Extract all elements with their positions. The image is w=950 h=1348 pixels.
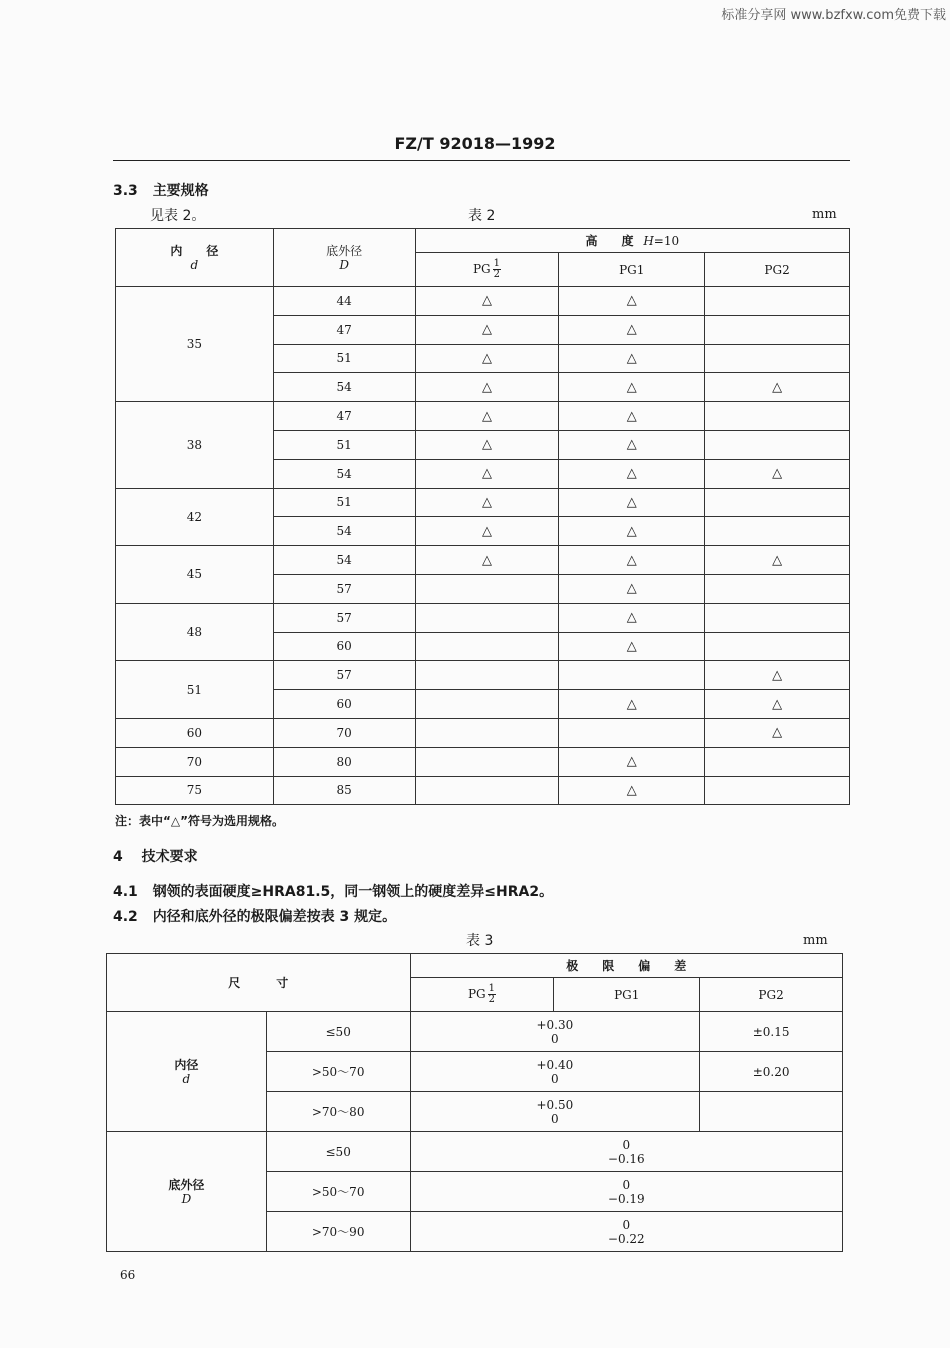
section-4-2: 4.2 内径和底外径的极限偏差按表 3 规定。 bbox=[113, 909, 397, 925]
outer-diameter-cell: 57 bbox=[273, 603, 415, 632]
spec-mark-cell bbox=[705, 402, 850, 431]
pg2-deviation-cell: ±0.15 bbox=[700, 1012, 843, 1052]
spec-mark-cell bbox=[705, 344, 850, 373]
header-pg2: PG2 bbox=[705, 253, 850, 287]
spec-mark-cell bbox=[705, 776, 850, 805]
inner-diameter-cell: 60 bbox=[116, 718, 274, 747]
table-row bbox=[116, 718, 850, 747]
deviation-cell: 0 −0.22 bbox=[410, 1212, 842, 1252]
spec-mark-cell: △ bbox=[559, 574, 705, 603]
pg2-deviation-cell: ±0.20 bbox=[700, 1052, 843, 1092]
header-pg-half: PG $\frac{1}{2}$ bbox=[415, 253, 559, 287]
header-rule bbox=[113, 160, 850, 161]
range-cell: ≤50 bbox=[266, 1012, 410, 1052]
spec-mark-cell bbox=[415, 718, 559, 747]
spec-mark-cell: △ bbox=[559, 315, 705, 344]
inner-diameter-cell: 38 bbox=[116, 402, 274, 488]
table-row bbox=[116, 488, 850, 517]
outer-diameter-cell: 51 bbox=[273, 488, 415, 517]
outer-diameter-cell: 54 bbox=[273, 517, 415, 546]
section-3-3-heading bbox=[113, 180, 209, 200]
section-4-1: 4.1 钢领的表面硬度≥HRA81.5，同一钢领上的硬度差异≤HRA2。 bbox=[113, 884, 554, 900]
spec-mark-cell: △ bbox=[415, 373, 559, 402]
spec-mark-cell bbox=[705, 574, 850, 603]
outer-diameter-cell: 57 bbox=[273, 661, 415, 690]
spec-mark-cell: △ bbox=[705, 546, 850, 575]
spec-mark-cell bbox=[705, 603, 850, 632]
spec-mark-cell: △ bbox=[559, 430, 705, 459]
spec-mark-cell bbox=[415, 661, 559, 690]
spec-mark-cell: △ bbox=[415, 546, 559, 575]
deviation-cell: +0.30 0 bbox=[410, 1012, 700, 1052]
outer-diameter-cell: 51 bbox=[273, 430, 415, 459]
table3-caption: 表 3 bbox=[466, 933, 494, 949]
spec-mark-cell: △ bbox=[415, 430, 559, 459]
spec-mark-cell: △ bbox=[559, 632, 705, 661]
table2-unit: mm bbox=[812, 207, 837, 222]
inner-diameter-cell: 51 bbox=[116, 661, 274, 719]
spec-mark-cell: △ bbox=[559, 517, 705, 546]
spec-mark-cell: △ bbox=[559, 488, 705, 517]
spec-mark-cell bbox=[415, 603, 559, 632]
table-row bbox=[116, 747, 850, 776]
table-row bbox=[116, 287, 850, 316]
table-2 bbox=[115, 228, 850, 805]
document-code: FZ/T 92018—1992 bbox=[394, 134, 556, 153]
inner-diameter-label: 内径 d bbox=[107, 1012, 267, 1132]
watermark: 标准分享网 www.bzfxw.com免费下载 bbox=[721, 8, 946, 23]
table-row bbox=[116, 546, 850, 575]
range-cell: >50～70 bbox=[266, 1052, 410, 1092]
outer-diameter-cell: 54 bbox=[273, 373, 415, 402]
spec-mark-cell bbox=[705, 315, 850, 344]
inner-diameter-cell: 75 bbox=[116, 776, 274, 805]
header-height: 高 度 H=10 bbox=[415, 229, 849, 253]
spec-mark-cell bbox=[705, 287, 850, 316]
page-number: 66 bbox=[120, 1268, 136, 1282]
outer-diameter-cell: 60 bbox=[273, 632, 415, 661]
outer-diameter-cell: 60 bbox=[273, 690, 415, 719]
spec-mark-cell bbox=[559, 718, 705, 747]
spec-mark-cell bbox=[415, 690, 559, 719]
spec-mark-cell: △ bbox=[559, 747, 705, 776]
spec-mark-cell bbox=[705, 517, 850, 546]
outer-diameter-cell: 47 bbox=[273, 315, 415, 344]
table-row bbox=[116, 603, 850, 632]
spec-mark-cell bbox=[415, 632, 559, 661]
table-row bbox=[116, 776, 850, 805]
spec-mark-cell: △ bbox=[559, 776, 705, 805]
spec-mark-cell: △ bbox=[559, 402, 705, 431]
spec-mark-cell: △ bbox=[415, 344, 559, 373]
header-size: 尺 寸 bbox=[107, 954, 411, 1012]
table2-note: 注：表中“△”符号为选用规格。 bbox=[115, 814, 285, 828]
spec-mark-cell bbox=[415, 776, 559, 805]
spec-mark-cell bbox=[705, 632, 850, 661]
inner-diameter-cell: 48 bbox=[116, 603, 274, 661]
spec-mark-cell: △ bbox=[559, 287, 705, 316]
pg2-deviation-cell bbox=[700, 1092, 843, 1132]
spec-mark-cell: △ bbox=[415, 459, 559, 488]
section-4-heading: 4 技术要求 bbox=[113, 849, 198, 865]
spec-mark-cell: △ bbox=[559, 603, 705, 632]
deviation-cell: 0 −0.16 bbox=[410, 1132, 842, 1172]
spec-mark-cell bbox=[705, 747, 850, 776]
outer-diameter-cell: 54 bbox=[273, 546, 415, 575]
outer-diameter-cell: 80 bbox=[273, 747, 415, 776]
spec-mark-cell: △ bbox=[705, 373, 850, 402]
section-number: 3.3 bbox=[113, 183, 138, 199]
table-row bbox=[116, 661, 850, 690]
spec-mark-cell: △ bbox=[559, 344, 705, 373]
table2-caption: 表 2 bbox=[468, 208, 496, 224]
header-outer-diameter: 底外径 D bbox=[273, 229, 415, 287]
table3-unit: mm bbox=[803, 933, 828, 948]
header-pg1: PG1 bbox=[559, 253, 705, 287]
spec-mark-cell: △ bbox=[705, 459, 850, 488]
outer-diameter-cell: 51 bbox=[273, 344, 415, 373]
deviation-cell: +0.40 0 bbox=[410, 1052, 700, 1092]
range-cell: >70～90 bbox=[266, 1212, 410, 1252]
outer-diameter-cell: 44 bbox=[273, 287, 415, 316]
header-limit-deviation: 极 限 偏 差 bbox=[410, 954, 842, 978]
section-3-3-text: 见表 2。 bbox=[150, 208, 206, 224]
spec-mark-cell bbox=[705, 430, 850, 459]
spec-mark-cell: △ bbox=[415, 488, 559, 517]
spec-mark-cell: △ bbox=[559, 546, 705, 575]
spec-mark-cell: △ bbox=[705, 690, 850, 719]
spec-mark-cell: △ bbox=[705, 661, 850, 690]
header-pg2: PG2 bbox=[700, 978, 843, 1012]
outer-diameter-cell: 70 bbox=[273, 718, 415, 747]
outer-diameter-cell: 57 bbox=[273, 574, 415, 603]
outer-diameter-label: 底外径 D bbox=[107, 1132, 267, 1252]
table-3 bbox=[106, 953, 843, 1252]
inner-diameter-cell: 45 bbox=[116, 546, 274, 604]
range-cell: >50～70 bbox=[266, 1172, 410, 1212]
spec-mark-cell: △ bbox=[559, 459, 705, 488]
header-pg-half: PG $\frac{1}{2}$ bbox=[410, 978, 554, 1012]
spec-mark-cell: △ bbox=[415, 402, 559, 431]
spec-mark-cell: △ bbox=[559, 690, 705, 719]
outer-diameter-cell: 47 bbox=[273, 402, 415, 431]
outer-diameter-cell: 54 bbox=[273, 459, 415, 488]
table-row bbox=[116, 402, 850, 431]
outer-diameter-cell: 85 bbox=[273, 776, 415, 805]
deviation-cell: +0.50 0 bbox=[410, 1092, 700, 1132]
spec-mark-cell bbox=[559, 661, 705, 690]
header-inner-diameter: 内 径 d bbox=[116, 229, 274, 287]
inner-diameter-cell: 42 bbox=[116, 488, 274, 546]
inner-diameter-cell: 35 bbox=[116, 287, 274, 402]
spec-mark-cell: △ bbox=[415, 315, 559, 344]
inner-diameter-cell: 70 bbox=[116, 747, 274, 776]
section-title: 主要规格 bbox=[152, 183, 209, 199]
deviation-cell: 0 −0.19 bbox=[410, 1172, 842, 1212]
range-cell: ≤50 bbox=[266, 1132, 410, 1172]
header-pg1: PG1 bbox=[554, 978, 700, 1012]
spec-mark-cell: △ bbox=[705, 718, 850, 747]
range-cell: >70～80 bbox=[266, 1092, 410, 1132]
spec-mark-cell bbox=[415, 747, 559, 776]
spec-mark-cell: △ bbox=[559, 373, 705, 402]
spec-mark-cell: △ bbox=[415, 287, 559, 316]
spec-mark-cell bbox=[415, 574, 559, 603]
spec-mark-cell: △ bbox=[415, 517, 559, 546]
spec-mark-cell bbox=[705, 488, 850, 517]
